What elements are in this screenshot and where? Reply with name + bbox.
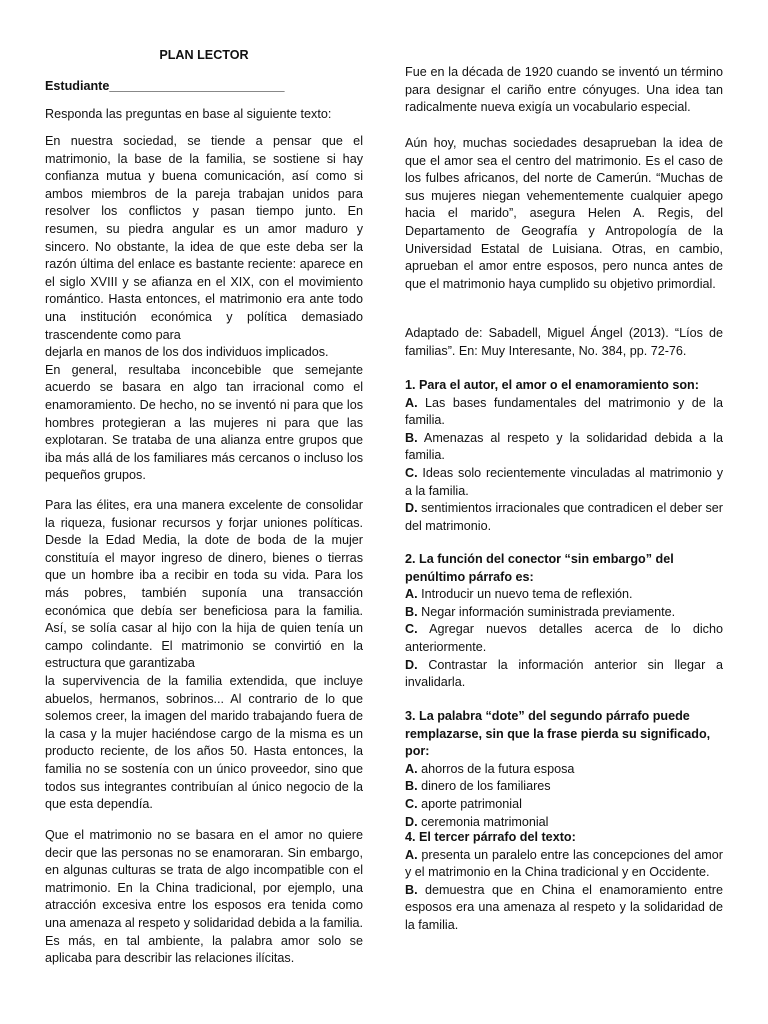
paragraph-4-text: Que el matrimonio no se basara en el amor no quiere decir que las personas no se enamoraran. Sin embargo, en algunas culturas se trata de algo incompatible con el matrimonio. En la China tradicional, por ejemplo, una atracción excesiva entre los esposos era tenida como una amenaza al respeto y solidaridad debida a la familia. Es más, en tal ambiente, la palabra amor solo se aplicaba para describir las relaciones ilícitas.	[45, 828, 363, 966]
paragraph-5	[405, 64, 723, 117]
option-1c: C. Ideas solo recientemente vinculadas al matrimonio y a la familia.	[405, 465, 723, 498]
paragraph-5-text: Fue en la década de 1920 cuando se inventó un término para designar el cariño entre cónyuges. Una idea tan radicalmente nueva exigía un vocabulario especial.	[405, 65, 723, 115]
source-citation-text: Adaptado de: Sabadell, Miguel Ángel (2013). “Líos de familias”. En: Muy Interesante, No. 384, pp. 72-76.	[405, 326, 723, 358]
question-3	[405, 708, 723, 831]
paragraph-6	[405, 135, 723, 293]
document-title: PLAN LECTOR	[159, 48, 249, 62]
option-2c: C. Agregar nuevos detalles acerca de lo dicho anteriormente.	[405, 622, 723, 654]
option-3a: A. ahorros de la futura esposa	[405, 761, 575, 776]
source-citation	[405, 325, 723, 360]
paragraph-4	[45, 827, 363, 968]
paragraph-2-text: En general, resultaba inconcebible que semejante acuerdo se basara en algo tan irracional como el enamoramiento. De hecho, no se inventó ni para que los hombres protegieran a las mujeres ni para que las explotaran. Se trataba de una alianza entre grupos que iba más allá de los familiares más cercanos o incluso los pequeños grupos.	[45, 362, 363, 483]
option-1a: A. Las bases fundamentales del matrimonio y de la familia.	[405, 395, 723, 428]
option-1d: D. sentimientos irracionales que contradicen el deber ser del matrimonio.	[405, 501, 723, 533]
paragraph-6-text: Aún hoy, muchas sociedades desaprueban la idea de que el amor sea el centro del matrimonio. Es el caso de los fulbes africanos, del norte de Camerún. “Muchas de sus mujeres niegan vehementemente cualquier apego hacia el marido”, asegura Helen A. Regis, del Departamento de Geografía y Antropología de la Universidad Estatal de Luisiana. Otras, en cambio, aprueban el amor entre esposos, pero nunca antes de que el matrimonio haya cumplido su objetivo primordial.	[405, 136, 723, 291]
option-2d: D. Contrastar la información anterior sin llegar a invalidarla.	[405, 657, 723, 690]
option-4b: B. demuestra que en China el enamoramiento entre esposos era una amenaza al respeto y la solidaridad de la familia.	[405, 882, 723, 932]
option-4a: A. presenta un paralelo entre las concepciones del amor y el matrimonio en la China tradicional y en Occidente.	[405, 847, 723, 880]
option-2a: A. Introducir un nuevo tema de reflexión.	[405, 587, 633, 602]
instructions: Responda las preguntas en base al siguiente texto:	[45, 107, 332, 121]
question-2-prompt: 2. La función del conector “sin embargo” del penúltimo párrafo es:	[405, 552, 674, 584]
question-4-prompt: 4. El tercer párrafo del texto:	[405, 830, 576, 844]
option-3c: C. aporte patrimonial	[405, 796, 522, 811]
option-3d: D. ceremonia matrimonial	[405, 814, 549, 829]
paragraph-1-cont: dejarla en manos de los dos individuos implicados.	[45, 345, 329, 360]
question-3-prompt: 3. La palabra “dote” del segundo párrafo puede remplazarse, sin que la frase pierda su significado, por:	[405, 709, 711, 759]
question-4	[405, 829, 723, 935]
student-name-field: Estudiante_________________________	[45, 79, 285, 93]
question-1-prompt: 1. Para el autor, el amor o el enamoramiento son:	[405, 378, 699, 392]
paragraph-1	[45, 133, 363, 485]
option-1b: B. Amenazas al respeto y la solidaridad debida a la familia.	[405, 430, 723, 463]
option-2b: B. Negar información suministrada previamente.	[405, 604, 676, 619]
paragraph-3-cont: la supervivencia de la familia extendida, que incluye abuelos, hermanos, sobrinos... Al contrario de lo que solemos creer, la imagen del marido trabajando fuera de la casa y la mujer haciéndose cargo de la misma es un producto reciente, de los años 50. Hasta entonces, la familia no se sostenía con un único proveedor, sino que todos sus integrantes contribuían al único negocio de la que esta dependía.	[45, 673, 363, 812]
paragraph-3-text: Para las élites, era una manera excelente de consolidar la riqueza, fusionar recursos y forjar uniones políticas. Desde la Edad Media, la dote de boda de la mujer constituía el mayor ingreso de dinero, bienes o tierras que un hombre iba a recibir en toda su vida. Para los más pobres, también suponía una transacción económica que debía ser beneficiosa para la familia. Así, se solía casar al hijo con la hija de quien tenía un campo colindante. El matrimonio se convirtió en la estructura que garantizaba	[45, 498, 363, 671]
option-3b: B. dinero de los familiares	[405, 779, 551, 794]
question-1	[405, 377, 723, 535]
question-2	[405, 551, 723, 692]
paragraph-1-text: En nuestra sociedad, se tiende a pensar que el matrimonio, la base de la familia, se sostiene si hay confianza mutua y buena comunicación, así como si ambos miembros de la pareja trabajan unidos para resolver los conflictos y pasan tiempo junto. En resumen, su piedra angular es un amor maduro y sincero. No obstante, la idea de que este deba ser la razón última del enlace es bastante reciente: aparece en el siglo XVIII y se afianza en el XIX, con el movimiento romántico. Hasta entonces, el matrimonio era ante todo una institución económica y política demasiado trascendente como para	[45, 134, 363, 342]
paragraph-3	[45, 497, 363, 814]
